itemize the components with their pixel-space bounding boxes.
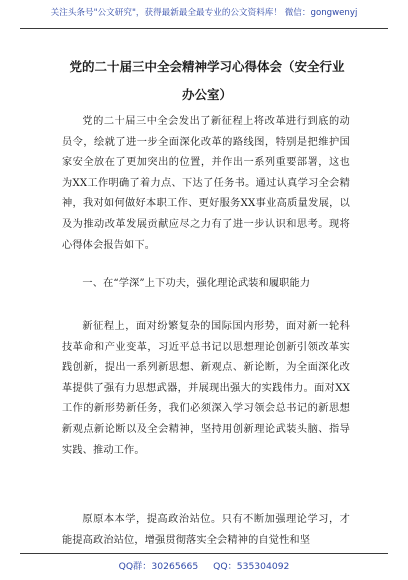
section-heading: 一、在“学深”上下功夫，强化理论武装和履职能力 <box>82 278 311 289</box>
document-title: 党的二十届三中全会精神学习心得体会（安全行业办公室） <box>69 59 345 102</box>
qq-group-number: QQ群：30265665 <box>118 561 199 572</box>
footer <box>0 558 408 572</box>
footer-divider <box>20 553 388 554</box>
body-paragraph: 新征程上，面对纷繁复杂的国际国内形势，面对新一轮科技革命和产业变革，习近平总书记以思想理论创新引领改革实践创新，提出一系列新思想、新观点、新论断，为全面深化改革提供了强有力思想武器，并展现出强大的实践伟力。面对XX工作的新形势新任务，我们必须深入学习领会总书记的新思想新观点新论断以及全会精神，坚持用创新理论武装头脑、指导实践、推动工作。 <box>62 321 350 456</box>
qq-number: QQ：535304092 <box>213 561 290 572</box>
header-banner: 关注头条号"公文研究"，获得最新最全最专业的公文资料库！ 微信：gongwenyj <box>50 8 358 18</box>
intro-paragraph: 党的二十届三中全会发出了新征程上将改革进行到底的动员令，绘就了进一步全面深化改革的路线图，特别是把维护国家安全放在了更加突出的位置，并作出一系列重要部署，这也为XX工作明确了着力点、下达了任务书。通过认真学习全会精神，我对如何做好本职工作、更好服务XX事业高质量发展，以及为推动改革发展贡献应尽之力有了进一步认识和思考。现将心得体会报告如下。 <box>62 116 350 251</box>
body-paragraph: 原原本本学，提高政治站位。只有不断加强理论学习，才能提高政治站位，增强贯彻落实全会精神的自觉性和坚 <box>62 514 350 546</box>
header-divider <box>20 28 388 29</box>
